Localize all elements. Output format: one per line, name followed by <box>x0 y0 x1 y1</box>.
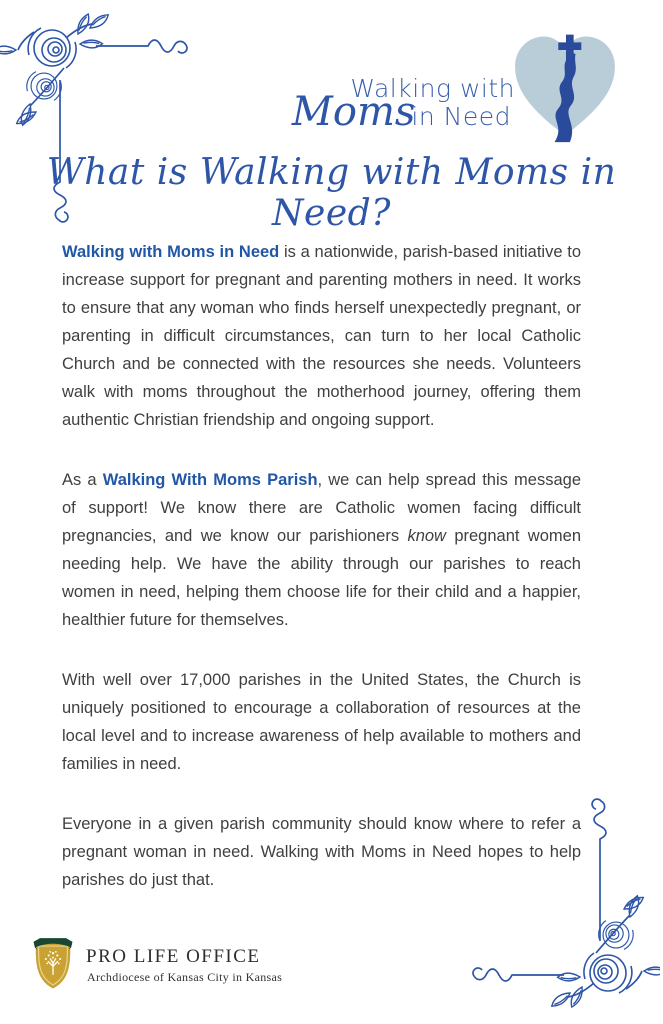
org-subtitle: Archdiocese of Kansas City in Kansas <box>87 970 283 984</box>
paragraph-3: With well over 17,000 parishes in the United States, the Church is uniquely positioned to encourage a collaboration of resources at the local level and to increase awareness of help available to mothers and families in need. <box>62 671 581 773</box>
paragraph-2-tail: pregnant women needing help. We have the ability through our parishes to reach women in need, helping them choose life for their child and a happier, healthier future for themselves. <box>62 527 581 629</box>
paragraph-2-italic-word: know <box>407 527 446 545</box>
body-copy <box>62 238 581 926</box>
paragraph-2-prefix: As a <box>62 471 103 489</box>
heart-with-cross-and-path-icon <box>506 26 624 146</box>
logo-text-line1: Walking with <box>350 74 515 103</box>
pro-life-office-logo <box>30 934 283 994</box>
logo-text-line2-rest: in Need <box>411 102 511 131</box>
shield-with-tree-icon <box>30 936 76 990</box>
logo-text-line2 <box>291 89 511 135</box>
paragraph-2-text: , we can help spread this message of support! We know there are Catholic women facing difficult pregnancies, and we know our parishioners <box>62 471 581 545</box>
org-name: PRO LIFE OFFICE <box>86 946 261 967</box>
paragraph-2-lead: Walking With Moms Parish <box>102 471 318 489</box>
paragraph-1 <box>62 238 581 434</box>
paragraph-1-lead: Walking with Moms in Need <box>62 243 280 261</box>
logo-script-word: Moms <box>291 89 416 135</box>
paragraph-2 <box>62 466 581 634</box>
paragraph-4: Everyone in a given parish community should know where to refer a pregnant woman in need. Walking with Moms in Need hopes to help parishes do just that. <box>62 815 581 889</box>
page-title: What is Walking with Moms in Need? <box>46 152 617 234</box>
paragraph-1-text: is a nationwide, parish-based initiative to increase support for pregnant and parenting mothers in need. It works to ensure that any woman who finds herself unexpectedly pregnant, or parenting in difficult circumstances, can turn to her local Catholic Church and be connected with the resources she needs. Volunteers walk with moms throughout the motherhood journey, offering them authentic Christian friendship and ongoing support. <box>62 243 582 429</box>
